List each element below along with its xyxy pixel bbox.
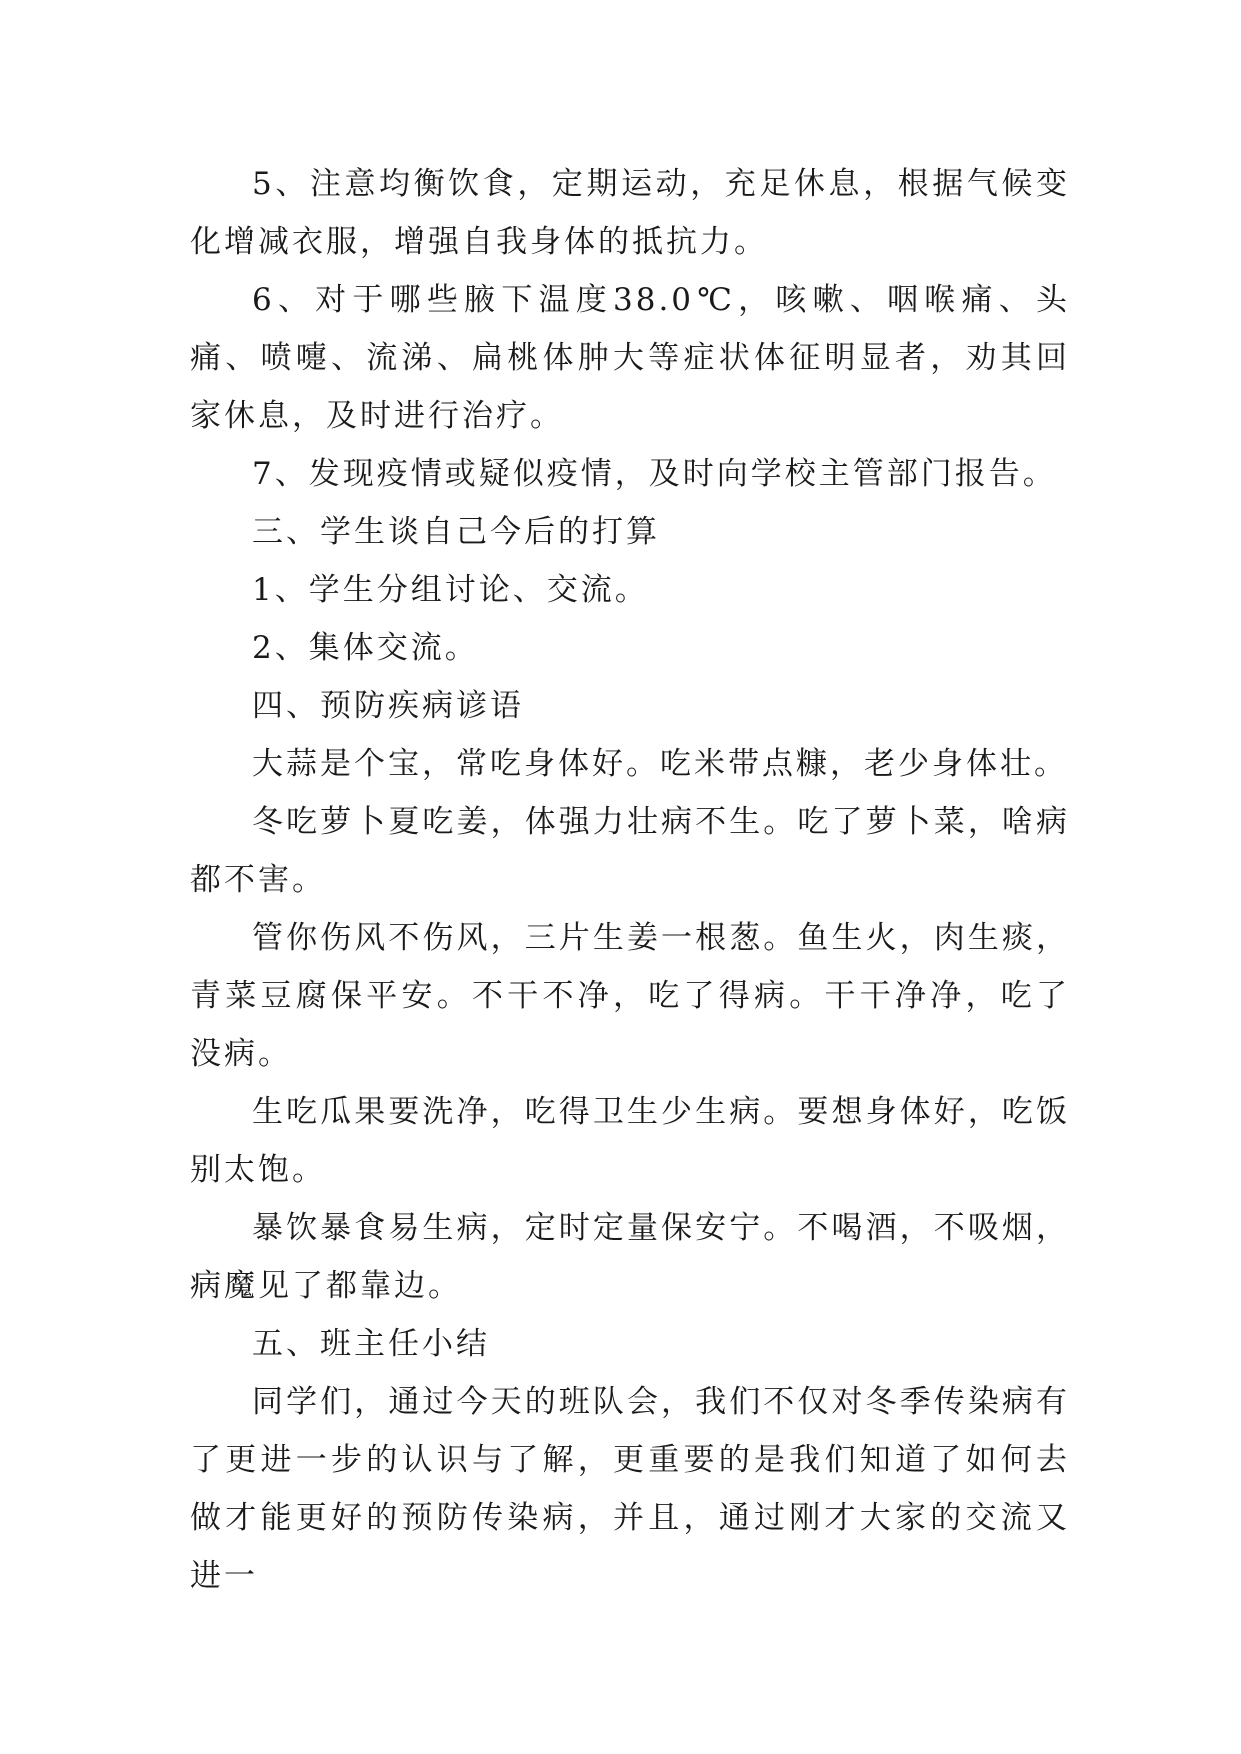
proverb-paragraph: 大蒜是个宝，常吃身体好。吃米带点糠，老少身体壮。 bbox=[252, 746, 1068, 782]
section-heading-4: 四、预防疾病谚语 bbox=[252, 688, 524, 724]
summary-paragraph: 同学们，通过今天的班队会，我们不仅对冬季传染病有了更进一步的认识与了解，更重要的是我们知道了如何去做才能更好的预防传染病，并且，通过刚才大家的交流又进一 bbox=[190, 1384, 1070, 1594]
document-body bbox=[190, 155, 1070, 1605]
proverb-paragraph: 暴饮暴食易生病，定时定量保安宁。不喝酒，不吸烟，病魔见了都靠边。 bbox=[190, 1210, 1070, 1304]
paragraph-item-6: 6、对于哪些腋下温度38.0℃，咳嗽、咽喉痛、头痛、喷嚏、流涕、扁桃体肿大等症状体征明显者，劝其回家休息，及时进行治疗。 bbox=[190, 282, 1070, 434]
proverb-paragraph: 生吃瓜果要洗净，吃得卫生少生病。要想身体好，吃饭别太饱。 bbox=[190, 1094, 1070, 1188]
paragraph-step-2: 2、集体交流。 bbox=[252, 630, 479, 666]
paragraph-item-5: 5、注意均衡饮食，定期运动，充足休息，根据气候变化增减衣服，增强自我身体的抵抗力。 bbox=[190, 166, 1070, 260]
proverb-paragraph: 冬吃萝卜夏吃姜，体强力壮病不生。吃了萝卜菜，啥病都不害。 bbox=[190, 804, 1070, 898]
section-heading-3: 三、学生谈自己今后的打算 bbox=[252, 514, 660, 550]
proverb-paragraph: 管你伤风不伤风，三片生姜一根葱。鱼生火，肉生痰，青菜豆腐保平安。不干不净，吃了得病。干干净净，吃了没病。 bbox=[190, 920, 1070, 1072]
paragraph-step-1: 1、学生分组讨论、交流。 bbox=[252, 572, 649, 608]
section-heading-5: 五、班主任小结 bbox=[252, 1326, 490, 1362]
paragraph-item-7: 7、发现疫情或疑似疫情，及时向学校主管部门报告。 bbox=[252, 456, 1057, 492]
